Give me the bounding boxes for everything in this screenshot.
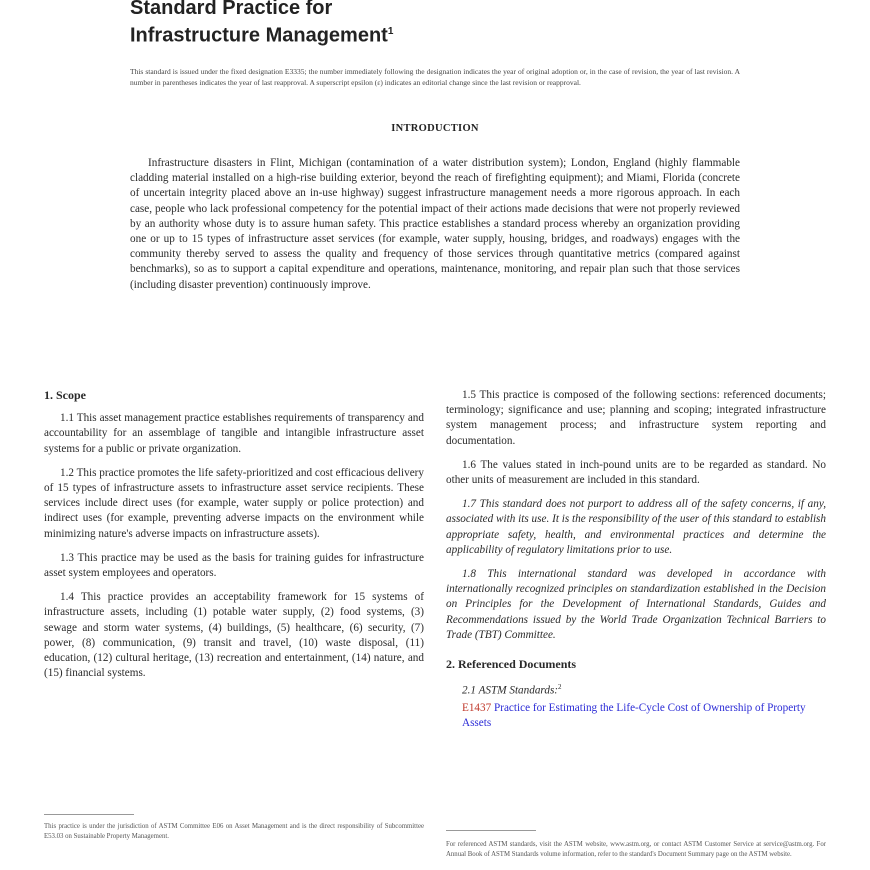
footnote-rule-right <box>446 830 536 831</box>
astm-standards-mark: 2 <box>558 683 562 692</box>
title-line-1: Standard Practice for <box>130 0 333 19</box>
referenced-documents-heading: 2. Referenced Documents <box>446 657 577 672</box>
designation-note: This standard is issued under the fixed designation E3335; the number immediately following the designation indicates the year of original adoption or, in the case of revision, the year of last revision. A number in parentheses indicates the year of last reapproval. A superscript epsilon (ε) indicates an editorial change since the last revision or reapproval. <box>130 67 740 87</box>
footnote-left: This practice is under the jurisdiction of ASTM Committee E06 on Asset Management and is the direct responsibility of Subcommittee E53.03 on Sustainable Property Management. <box>44 823 424 840</box>
reference-title-link[interactable]: Practice for Estimating the Life-Cycle Cost of Ownership of Property Assets <box>462 702 806 730</box>
scope-paragraph-1-2: 1.2 This practice promotes the life safety-prioritized and cost efficacious delivery of 15 types of infrastructure assets to infrastructure asset service recipients. These services include direct uses (for example, water supply or police protection) and indirect uses (for example, preventing adverse impacts on the environment while minimizing nature's adverse impacts on infrastructure assets). <box>44 466 424 540</box>
scope-paragraph-1-8: 1.8 This international standard was developed in accordance with internationally recognized principles on standardization established in the Decision on Principles for the Development of International Standards, Guides and Recommendations issued by the World Trade Organization Technical Barriers to Trade (TBT) Committee. <box>446 568 826 641</box>
astm-standards-text: 2.1 ASTM Standards: <box>462 684 559 697</box>
title-footnote-mark: 1 <box>387 26 394 37</box>
footnote-right: For referenced ASTM standards, visit the ASTM website, www.astm.org, or contact ASTM Customer Service at service@astm.org. For Annual Book of ASTM Standards volume information, refer to the standard's Document Summary page on the ASTM website. <box>446 841 826 858</box>
scope-paragraph-1-4: 1.4 This practice provides an acceptability framework for 15 systems of infrastructure assets, including (1) potable water supply, (2) food systems, (3) sewage and storm water systems, (4) buildings, (5) healthcare, (6) security, (7) power, (8) communication, (9) transit and travel, (10) waste disposal, (11) education, (12) cultural heritage, (13) recreation and entertainment, (14) nature, and (15) financial systems. <box>44 591 424 680</box>
left-column <box>44 388 424 690</box>
scope-paragraph-1-5: 1.5 This practice is composed of the following sections: referenced documents; terminology; significance and use; planning and scoping; integrated infrastructure system management process; and infrastructure system reporting and documentation. <box>446 389 826 447</box>
astm-standards-label <box>446 680 826 699</box>
footnote-rule-left <box>44 814 134 815</box>
introduction-heading: INTRODUCTION <box>391 123 479 134</box>
scope-paragraph-1-1: 1.1 This asset management practice establishes requirements of transparency and accountability for an assemblage of tangible and intangible infrastructure asset systems for a public or private organization. <box>44 412 424 455</box>
scope-paragraph-1-3: 1.3 This practice may be used as the basis for training guides for infrastructure asset system employees and operators. <box>44 551 424 580</box>
scope-paragraph-1-6: 1.6 The values stated in inch-pound units are to be regarded as standard. No other units of measurement are included in this standard. <box>446 458 826 487</box>
scope-heading: 1. Scope <box>44 388 86 402</box>
document-title <box>130 0 393 48</box>
introduction-text: Infrastructure disasters in Flint, Michigan (contamination of a water distribution system); London, England (highly flammable cladding material installed on a high-rise building exterior, beyond the reach of firefighting equipment); and Miami, Florida (concrete of uncertain integrity placed above an in-use highway) suggest infrastructure management needs a more rigorous approach. In each case, people who lack professional competency for the potential impact of their actions made decisions that were not properly reviewed by an authority whose duty is to assure human safety. This practice establishes a standard process whereby an organization providing one or up to 15 types of infrastructure asset services (for example, water supply, housing, bridges, and roadways) engages with the community thereby served to assess the quality and frequency of those services through quantitative metrics (compared against benchmarks), so as to support a capital expenditure and operations, maintenance, monitoring, and repair plan such that those services (including disaster prevention) continuously improve. <box>130 157 740 291</box>
right-column <box>446 388 826 734</box>
reference-code-link[interactable]: E1437 <box>462 702 492 715</box>
title-line-2: Infrastructure Management <box>130 24 388 47</box>
reference-entry[interactable] <box>446 701 826 731</box>
scope-paragraph-1-7: 1.7 This standard does not purport to address all of the safety concerns, if any, associated with its use. It is the responsibility of the user of this standard to establish appropriate safety, health, and environmental practices and determine the applicability of regulatory limitations prior to use. <box>446 498 826 556</box>
